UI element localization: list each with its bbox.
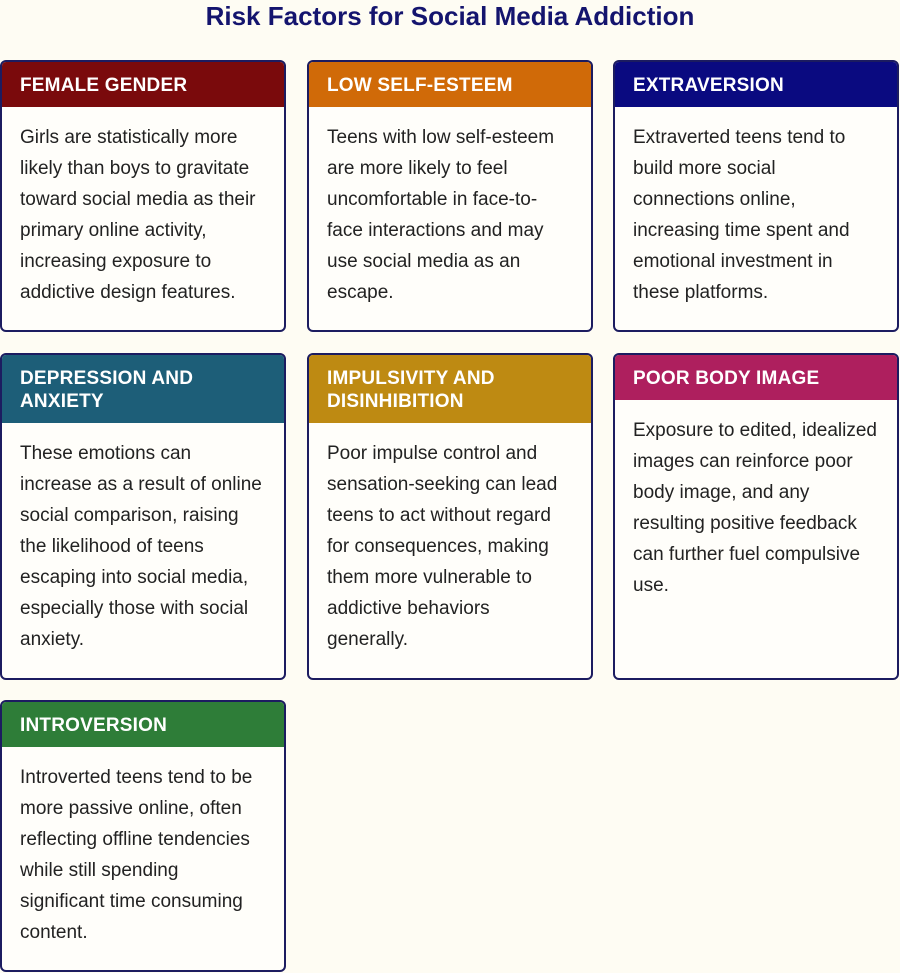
card-heading: POOR BODY IMAGE <box>615 355 897 400</box>
risk-card-depression-and-anxiety <box>0 353 286 680</box>
risk-card-female-gender <box>0 60 286 332</box>
risk-card-impulsivity-and-disinhibition <box>307 353 593 680</box>
risk-card-low-self-esteem <box>307 60 593 332</box>
card-heading: FEMALE GENDER <box>2 62 284 107</box>
card-text: Poor impulse control and sensation-seeking can lead teens to act without regard for consequences, making them more vulnerable to addictive behaviors generally. <box>327 443 558 650</box>
card-text: Introverted teens tend to be more passive online, often reflecting offline tendencies while still spending significant time consuming content. <box>20 767 253 943</box>
card-heading: DEPRESSION AND ANXIETY <box>2 355 284 423</box>
card-text: Exposure to edited, idealized images can reinforce poor body image, and any resulting positive feedback can further fuel compulsive use. <box>633 420 877 596</box>
card-heading: IMPULSIVITY AND DISINHIBITION <box>309 355 591 423</box>
card-text: Teens with low self-esteem are more likely to feel uncomfortable in face-to-face interactions and may use social media as an escape. <box>327 127 555 303</box>
card-text: Extraverted teens tend to build more social connections online, increasing time spent and emotional investment in these platforms. <box>633 127 850 303</box>
page-title: Risk Factors for Social Media Addiction <box>205 1 695 31</box>
risk-card-extraversion <box>613 60 899 332</box>
card-heading: LOW SELF-ESTEEM <box>309 62 591 107</box>
card-heading: EXTRAVERSION <box>615 62 897 107</box>
risk-card-poor-body-image <box>613 353 899 680</box>
risk-card-introversion <box>0 700 286 972</box>
card-text: These emotions can increase as a result of online social comparison, raising the likelihood of teens escaping into social media, especially those with social anxiety. <box>20 443 262 650</box>
card-text: Girls are statistically more likely than boys to gravitate toward social media as their primary online activity, increasing exposure to addictive design features. <box>20 127 256 303</box>
card-heading: INTROVERSION <box>2 702 284 747</box>
